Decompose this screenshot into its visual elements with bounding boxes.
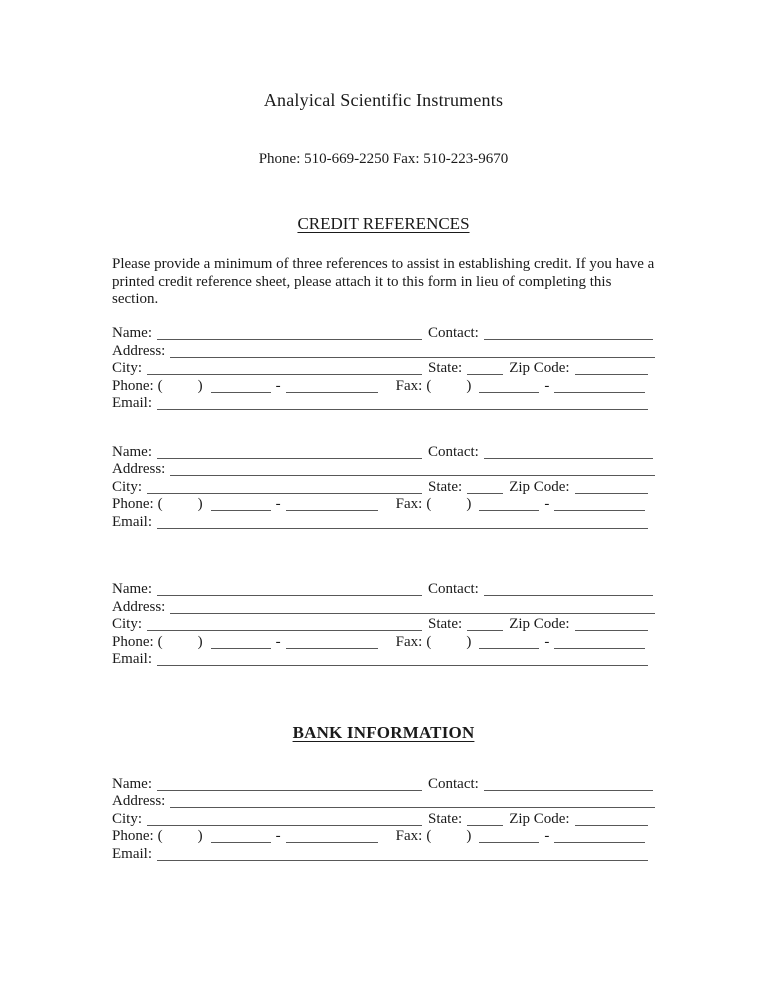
name-contact-row — [112, 581, 655, 599]
address-row — [112, 793, 655, 811]
city-state-zip-row — [112, 360, 655, 378]
zip-code-label: Zip Code: — [509, 360, 570, 376]
credit-references-instructions: Please provide a minimum of three references to assist in establishing credit. If you have a printed credit reference sheet, please attach it to this form in lieu of completing this section. — [112, 256, 655, 307]
phone-close-paren: ) — [197, 377, 203, 394]
phone-suffix-line — [286, 648, 378, 649]
fax-prefix-line — [479, 510, 539, 511]
zip-code-label: Zip Code: — [509, 616, 570, 632]
email-field-line — [157, 528, 648, 529]
city-state-zip-row — [112, 478, 655, 496]
fax-suffix-line — [554, 392, 645, 393]
phone-label: Phone: — [112, 633, 154, 650]
name-label: Name: — [112, 443, 152, 460]
contact-field-line — [484, 339, 653, 340]
bank-information-heading: BANK INFORMATION — [292, 723, 475, 742]
address-label: Address: — [112, 793, 166, 809]
fax-dash-separator: - — [544, 496, 550, 512]
address-field-line — [170, 807, 655, 808]
zip-code-label: Zip Code: — [509, 478, 570, 495]
phone-suffix-line — [286, 842, 378, 843]
email-row — [112, 395, 655, 413]
address-label: Address: — [112, 342, 166, 359]
phone-suffix-line — [286, 510, 378, 511]
name-field-line — [157, 458, 422, 459]
city-label: City: — [112, 478, 143, 495]
city-state-zip-row — [112, 810, 655, 828]
address-field-line — [170, 613, 655, 614]
phone-fax-row — [112, 828, 655, 846]
credit-references-heading: CREDIT REFERENCES — [297, 214, 470, 233]
phone-close-paren: ) — [197, 496, 203, 512]
phone-dash-separator: - — [275, 377, 281, 394]
email-field-line — [157, 860, 648, 861]
phone-label: Phone: — [112, 377, 154, 394]
phone-prefix-line — [211, 648, 271, 649]
phone-prefix-line — [211, 392, 271, 393]
zip-code-field-line — [575, 630, 648, 631]
city-state-zip-row — [112, 616, 655, 634]
city-field-line — [147, 493, 422, 494]
city-label: City: — [112, 616, 143, 632]
contact-field-line — [484, 790, 653, 791]
name-label: Name: — [112, 325, 152, 341]
phone-open-paren: ( — [157, 377, 163, 394]
fax-close-paren: ) — [466, 377, 472, 394]
phone-open-paren: ( — [157, 496, 163, 512]
state-field-line — [467, 374, 503, 375]
fax-label: Fax: — [395, 377, 423, 394]
fax-open-paren: ( — [426, 377, 432, 394]
zip-code-label: Zip Code: — [509, 810, 570, 827]
email-label: Email: — [112, 845, 152, 862]
fax-close-paren: ) — [466, 496, 472, 512]
contact-info-block — [112, 581, 655, 669]
fax-dash-separator: - — [544, 377, 550, 394]
bank-information-blocks — [112, 775, 655, 863]
city-label: City: — [112, 360, 143, 376]
email-row — [112, 845, 655, 863]
email-row — [112, 651, 655, 669]
fax-close-paren: ) — [466, 828, 472, 844]
credit-reference-blocks — [112, 325, 655, 669]
state-label: State: — [428, 360, 463, 376]
state-field-line — [467, 630, 503, 631]
email-label: Email: — [112, 395, 152, 411]
zip-code-field-line — [575, 825, 648, 826]
fax-label: Fax: — [395, 828, 423, 844]
state-label: State: — [428, 810, 463, 827]
contact-label: Contact: — [427, 581, 479, 597]
city-field-line — [147, 630, 422, 631]
email-label: Email: — [112, 513, 152, 530]
fax-label: Fax: — [395, 633, 423, 650]
state-label: State: — [428, 478, 463, 495]
address-label: Address: — [112, 598, 166, 615]
phone-close-paren: ) — [197, 828, 203, 844]
fax-close-paren: ) — [466, 633, 472, 650]
fax-suffix-line — [554, 842, 645, 843]
email-field-line — [157, 665, 648, 666]
phone-open-paren: ( — [157, 633, 163, 650]
state-label: State: — [428, 616, 463, 632]
fax-suffix-line — [554, 510, 645, 511]
company-phone-fax-line: Phone: 510-669-2250 Fax: 510-223-9670 — [258, 151, 509, 167]
zip-code-field-line — [575, 493, 648, 494]
email-row — [112, 513, 655, 531]
fax-dash-separator: - — [544, 828, 550, 844]
address-field-line — [170, 357, 655, 358]
name-contact-row — [112, 325, 655, 343]
contact-label: Contact: — [427, 775, 479, 792]
name-field-line — [157, 339, 422, 340]
address-row — [112, 598, 655, 616]
address-row — [112, 461, 655, 479]
city-label: City: — [112, 810, 143, 827]
phone-prefix-line — [211, 510, 271, 511]
phone-prefix-line — [211, 842, 271, 843]
phone-dash-separator: - — [275, 496, 281, 512]
phone-fax-row — [112, 633, 655, 651]
name-field-line — [157, 595, 422, 596]
phone-label: Phone: — [112, 496, 154, 512]
fax-dash-separator: - — [544, 633, 550, 650]
fax-label: Fax: — [395, 496, 423, 512]
city-field-line — [147, 374, 422, 375]
phone-suffix-line — [286, 392, 378, 393]
contact-label: Contact: — [427, 325, 479, 341]
contact-info-block — [112, 443, 655, 531]
name-label: Name: — [112, 775, 152, 792]
contact-field-line — [484, 458, 653, 459]
phone-close-paren: ) — [197, 633, 203, 650]
fax-prefix-line — [479, 648, 539, 649]
fax-open-paren: ( — [426, 633, 432, 650]
name-label: Name: — [112, 581, 152, 597]
phone-dash-separator: - — [275, 828, 281, 844]
name-contact-row — [112, 443, 655, 461]
fax-open-paren: ( — [426, 828, 432, 844]
contact-info-block — [112, 325, 655, 413]
state-field-line — [467, 493, 503, 494]
phone-fax-row — [112, 377, 655, 395]
city-field-line — [147, 825, 422, 826]
document-content — [112, 89, 655, 863]
email-field-line — [157, 409, 648, 410]
address-field-line — [170, 475, 655, 476]
zip-code-field-line — [575, 374, 648, 375]
name-contact-row — [112, 775, 655, 793]
fax-prefix-line — [479, 842, 539, 843]
fax-prefix-line — [479, 392, 539, 393]
email-label: Email: — [112, 651, 152, 667]
contact-field-line — [484, 595, 653, 596]
address-label: Address: — [112, 461, 166, 477]
phone-label: Phone: — [112, 828, 154, 844]
state-field-line — [467, 825, 503, 826]
phone-open-paren: ( — [157, 828, 163, 844]
company-title: Analyical Scientific Instruments — [263, 90, 504, 110]
contact-label: Contact: — [427, 443, 479, 460]
contact-info-block — [112, 775, 655, 863]
phone-fax-row — [112, 496, 655, 514]
fax-suffix-line — [554, 648, 645, 649]
fax-open-paren: ( — [426, 496, 432, 512]
phone-dash-separator: - — [275, 633, 281, 650]
name-field-line — [157, 790, 422, 791]
address-row — [112, 342, 655, 360]
